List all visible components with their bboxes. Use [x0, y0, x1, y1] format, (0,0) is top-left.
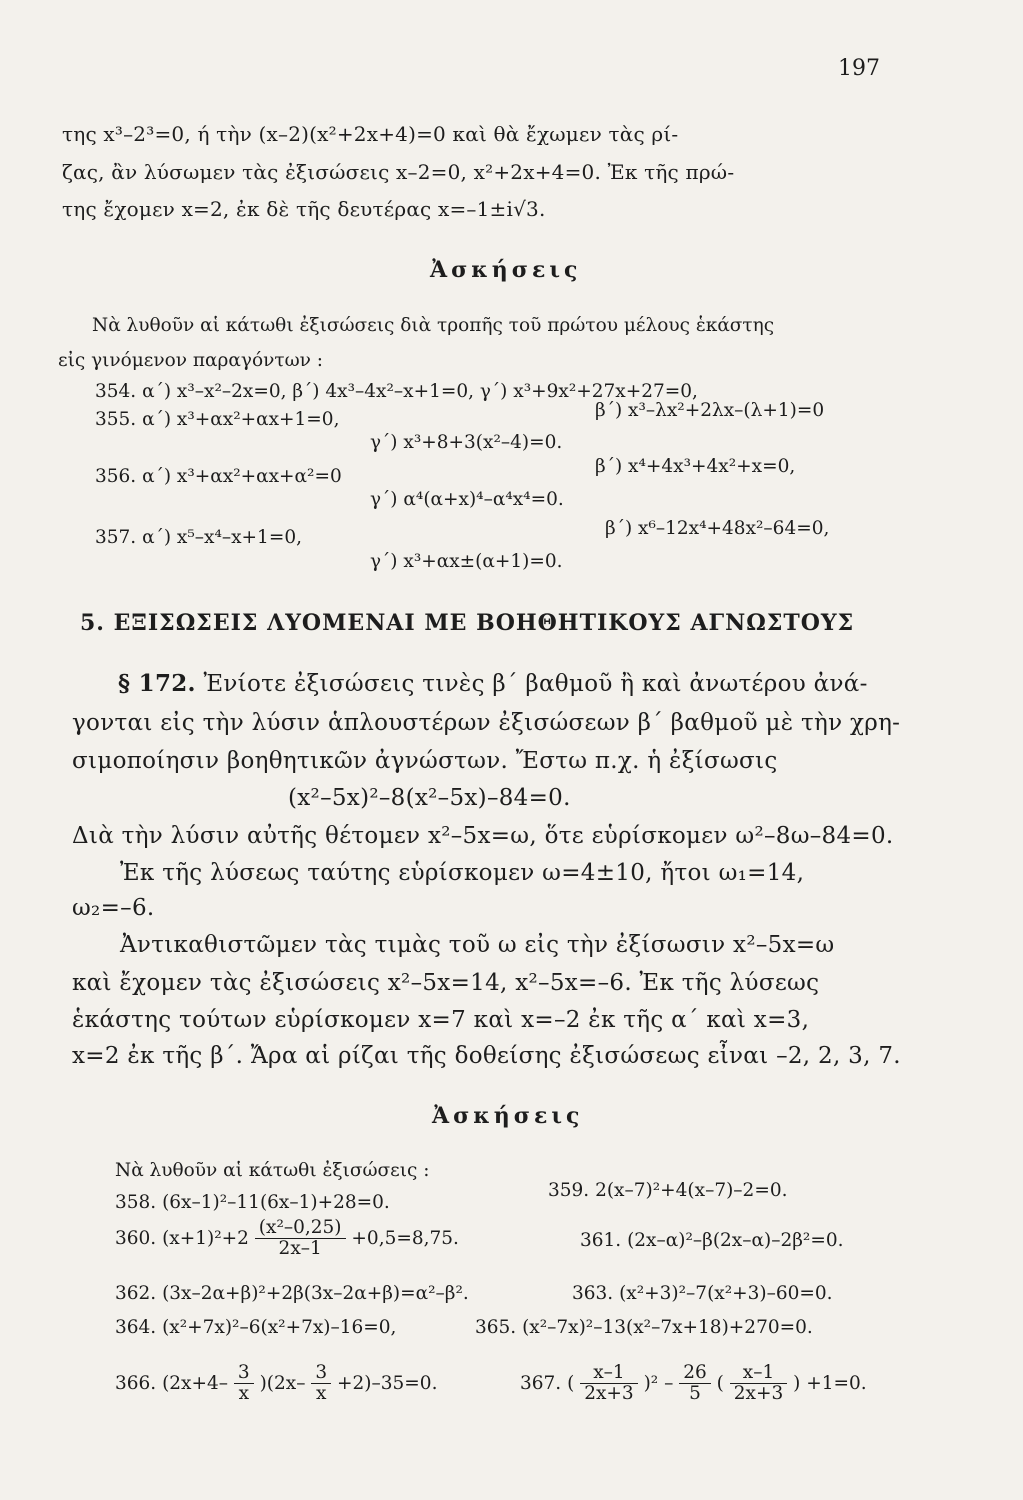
- exercise-366-fraction-1-num: 3: [234, 1363, 254, 1384]
- exercise-367-fraction-3-den: 2x+3: [733, 1383, 784, 1405]
- exercise-358: 358. (6x–1)²–11(6x–1)+28=0.: [115, 1192, 390, 1213]
- exercises-instruction-2: εἰς γινόμενον παραγόντων :: [58, 350, 324, 371]
- equation-main: (x²–5x)²–8(x²–5x)–84=0.: [288, 785, 571, 811]
- exercise-364: 364. (x²+7x)²–6(x²+7x)–16=0,: [115, 1317, 397, 1338]
- paragraph-172-line-6: Ἐκ τῆς λύσεως ταύτης εὑρίσκομεν ω=4±10, ἤτοι ω₁=14,: [120, 860, 805, 886]
- exercise-367-fraction-3: [730, 1363, 787, 1405]
- exercise-366: [115, 1363, 437, 1405]
- exercise-360-fraction: [255, 1218, 346, 1260]
- exercise-365: 365. (x²–7x)²–13(x²–7x+18)+270=0.: [475, 1317, 813, 1338]
- paragraph-172-line-10: ἑκάστης τούτων εὑρίσκομεν x=7 καὶ x=–2 ἐκ τῆς α΄ καὶ x=3,: [72, 1007, 810, 1033]
- paragraph-172-line-7: ω₂=–6.: [72, 895, 155, 921]
- intro-line-2: ζας, ἂν λύσωμεν τὰς ἐξισώσεις x–2=0, x²+2x+4=0. Ἐκ τῆς πρώ-: [62, 160, 735, 184]
- exercise-366-fraction-2-den: x: [316, 1383, 327, 1405]
- exercise-362: 362. (3x–2α+β)²+2β(3x–2α+β)=α²–β².: [115, 1283, 469, 1304]
- exercise-361: 361. (2x–α)²–β(2x–α)–2β²=0.: [580, 1230, 844, 1251]
- paragraph-172-line-9: καὶ ἔχομεν τὰς ἐξισώσεις x²–5x=14, x²–5x=–6. Ἐκ τῆς λύσεως: [72, 970, 820, 996]
- exercise-357-b: β΄) x⁶–12x⁴+48x²–64=0,: [605, 518, 830, 539]
- paragraph-172-line-11: x=2 ἐκ τῆς β΄. Ἄρα αἱ ρίζαι τῆς δοθείσης ἐξισώσεως εἶναι –2, 2, 3, 7.: [72, 1043, 901, 1069]
- intro-line-3: της ἔχομεν x=2, ἐκ δὲ τῆς δευτέρας x=–1±i√3.: [62, 197, 546, 221]
- page-number: 197: [838, 56, 880, 81]
- exercise-354: 354. α΄) x³–x²–2x=0, β΄) 4x³–4x²–x+1=0, γ΄) x³+9x²+27x+27=0,: [95, 381, 698, 402]
- exercise-360-denominator: 2x–1: [278, 1238, 322, 1260]
- paragraph-172-line-2: γονται εἰς τὴν λύσιν ἁπλουστέρων ἐξισώσεων β΄ βαθμοῦ μὲ τὴν χρη-: [72, 710, 901, 736]
- exercise-367-fraction-2-den: 5: [689, 1383, 701, 1405]
- exercise-366-part-c: +2)–35=0.: [337, 1372, 438, 1394]
- paragraph-172-text-1: Ἐνίοτε ἐξισώσεις τινὲς β΄ βαθμοῦ ἢ καὶ ἀνωτέρου ἀνά-: [203, 671, 868, 697]
- paragraph-number: § 172.: [118, 670, 196, 697]
- exercises-heading-2: Ἀσκήσεις: [432, 1103, 584, 1129]
- exercise-357-c: γ΄) x³+αx±(α+1)=0.: [370, 551, 563, 572]
- exercise-367: [520, 1363, 867, 1405]
- exercise-360: [115, 1218, 459, 1260]
- intro-line-1: της x³–2³=0, ή τὴν (x–2)(x²+2x+4)=0 καὶ θὰ ἔχωμεν τὰς ρί-: [62, 122, 679, 146]
- exercise-360-numerator: (x²–0,25): [255, 1218, 346, 1239]
- exercise-367-part-c: (: [716, 1372, 724, 1394]
- exercise-356-b: β΄) x⁴+4x³+4x²+x=0,: [595, 456, 796, 477]
- exercise-363: 363. (x²+3)²–7(x²+3)–60=0.: [572, 1283, 833, 1304]
- exercise-367-part-a: 367. (: [520, 1372, 575, 1394]
- exercise-366-fraction-1-den: x: [238, 1383, 250, 1405]
- exercise-355-c: γ΄) x³+8+3(x²–4)=0.: [370, 432, 563, 453]
- exercise-367-fraction-2-num: 26: [679, 1363, 711, 1384]
- exercise-357-a: 357. α΄) x⁵–x⁴–x+1=0,: [95, 527, 302, 548]
- exercise-355-b: β΄) x³–λx²+2λx–(λ+1)=0: [595, 400, 825, 421]
- exercise-366-part-a: 366. (2x+4–: [115, 1372, 229, 1394]
- exercise-356-c: γ΄) α⁴(α+x)⁴–α⁴x⁴=0.: [370, 489, 564, 510]
- exercise-360-suffix: +0,5=8,75.: [351, 1227, 459, 1249]
- paragraph-172-line-1: [118, 670, 868, 697]
- exercise-366-fraction-1: [234, 1363, 254, 1405]
- exercise-366-fraction-2-num: 3: [311, 1363, 331, 1384]
- exercise-356-a: 356. α΄) x³+αx²+αx+α²=0: [95, 466, 342, 487]
- exercises-heading-1: Ἀσκήσεις: [430, 257, 582, 283]
- exercise-360-prefix: 360. (x+1)²+2: [115, 1227, 249, 1249]
- exercise-367-fraction-1: [580, 1363, 637, 1405]
- paragraph-172-line-5: Διὰ τὴν λύσιν αὐτῆς θέτομεν x²–5x=ω, ὅτε εὑρίσκομεν ω²–8ω–84=0.: [72, 823, 894, 849]
- exercise-367-fraction-2: [679, 1363, 711, 1405]
- paragraph-172-line-8: Ἀντικαθιστῶμεν τὰς τιμὰς τοῦ ω εἰς τὴν ἐξίσωσιν x²–5x=ω: [120, 932, 835, 958]
- paragraph-172-line-3: σιμοποίησιν βοηθητικῶν ἀγνώστων. Ἔστω π.χ. ἡ ἐξίσωσις: [72, 748, 778, 774]
- exercise-367-fraction-1-num: x–1: [580, 1363, 637, 1384]
- exercises-instruction-1: Νὰ λυθοῦν αἱ κάτωθι ἐξισώσεις διὰ τροπῆς τοῦ πρώτου μέλους ἑκάστης: [92, 315, 775, 336]
- exercise-366-part-b: )(2x–: [259, 1372, 306, 1394]
- exercise-367-fraction-3-num: x–1: [730, 1363, 787, 1384]
- section-title: 5. ΕΞΙΣΩΣΕΙΣ ΛΥΟΜΕΝΑΙ ΜΕ ΒΟΗΘΗΤΙΚΟΥΣ ΑΓΝΩΣΤΟΥΣ: [80, 610, 855, 636]
- exercise-367-part-b: )² –: [643, 1372, 674, 1394]
- exercises-instruction-3: Νὰ λυθοῦν αἱ κάτωθι ἐξισώσεις :: [115, 1160, 430, 1181]
- exercise-367-fraction-1-den: 2x+3: [584, 1383, 634, 1405]
- exercise-366-fraction-2: [311, 1363, 331, 1405]
- exercise-359: 359. 2(x–7)²+4(x–7)–2=0.: [548, 1180, 788, 1201]
- exercise-367-part-d: ) +1=0.: [793, 1372, 867, 1394]
- exercise-355-a: 355. α΄) x³+αx²+αx+1=0,: [95, 409, 340, 430]
